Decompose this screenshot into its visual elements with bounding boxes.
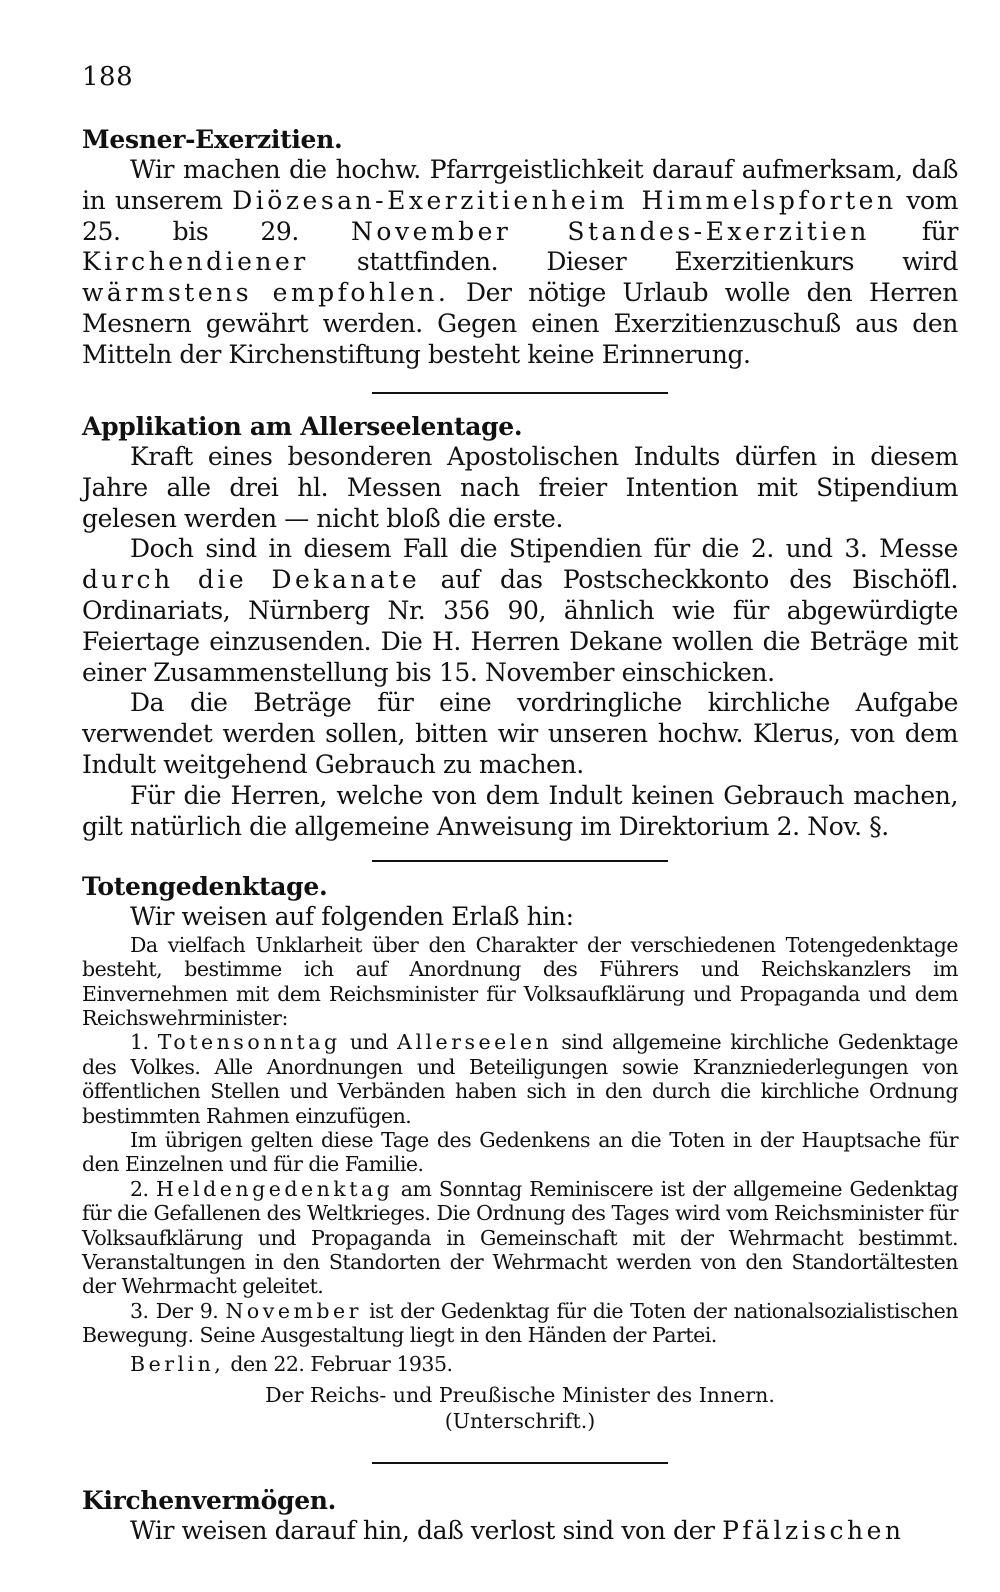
section-applikation (82, 412, 958, 842)
decree-paragraph (82, 1299, 958, 1348)
decree-date (82, 1352, 958, 1376)
decree-signature-note: (Unterschrift.) (444, 1409, 596, 1434)
section-divider (372, 392, 668, 394)
decree-paragraph (82, 1030, 958, 1128)
text-run: ist der Gedenktag für die Toten der nationalsozialistischen Bewegung. Seine Ausgestaltung liegt in den Händen der Partei. (82, 1298, 958, 1348)
spaced-text: November (225, 1298, 362, 1323)
spaced-text: Totensonntag (157, 1030, 341, 1055)
decree-paragraph: Da vielfach Unklarheit über den Charakter der verschiedenen Totengedenktage besteht, bestimme ich auf Anordnung des Führers und Reichskanzlers im Einvernehmen mit dem Reichsminister für Volksaufklärung und Propaganda und dem Reichswehrminister: (82, 932, 958, 1031)
spaced-text: Diözesan-Exerzitienheim Himmelspforten (232, 185, 897, 215)
text-run: Der nötige Urlaub wolle den Herren Mesnern gewährt werden. Gegen einen Exerzitienzuschuß aus den Mitteln der Kirchenstiftung besteht keine Erinnerung. (82, 278, 958, 369)
section-totengedenktage (82, 872, 958, 1434)
text-run: Wir weisen darauf hin, daß verlost sind von der (130, 1516, 723, 1545)
section-divider (372, 1462, 668, 1464)
text-run: vom 25. bis 29. (82, 185, 958, 246)
text-run: Wir machen die hochw. Pfarrgeistlichkeit darauf aufmerksam, daß in unserem (82, 155, 958, 215)
spaced-text: Kirchendiener (82, 247, 309, 277)
text-run: 1. (130, 1030, 158, 1055)
section-paragraph: Für die Herren, welche von dem Indult keinen Gebrauch machen, gilt natürlich die allgemeine Anweisung im Direktorium 2. Nov. §. (82, 780, 958, 841)
spaced-text: November Standes-Exerzitien (351, 216, 870, 246)
section-heading: Totengedenktage. (82, 872, 328, 901)
section-paragraph (82, 534, 958, 688)
section-heading: Mesner-Exerzitien. (82, 125, 343, 154)
text-run: für (869, 216, 958, 246)
text-run: sind allgemeine kirchliche Gedenktage des Volkes. Alle Anordnungen und Beteiligungen sowie Kranzniederlegungen von öffentlichen Stellen und Verbänden haben sich in den durch die kirchliche Ordnung bestimmten Rahmen einzufügen. (82, 1030, 959, 1128)
section-divider (372, 860, 668, 862)
section-mesner-exerzitien (82, 125, 958, 371)
decree-paragraph: Im übrigen gelten diese Tage des Gedenkens an die Toten in der Hauptsache für den Einzelnen und für die Familie. (82, 1128, 958, 1177)
text-run: auf das Postscheckkonto des Bischöfl. Ordinariats, Nürnberg Nr. 356 90, ähnlich wie für abgewürdigte Feiertage einzusenden. Die H. Herren Dekane wollen die Beträge mit einer Zusammenstellung bis 15. November einschicken. (82, 565, 958, 687)
spaced-text: Pfälzischen (722, 1516, 905, 1545)
page-number: 188 (82, 62, 134, 92)
spaced-text: durch die Dekanate (82, 565, 421, 595)
section-paragraph: Kraft eines besonderen Apostolischen Indults dürfen in diesem Jahre alle drei hl. Messen nach freier Intention mit Stipendium gelesen werden — nicht bloß die erste. (82, 442, 958, 533)
section-kirchenvermoegen (82, 1486, 958, 1547)
text-run: 3. Der 9. (130, 1298, 226, 1323)
text-run: stattfinden. Dieser Exerzitienkurs wird (308, 247, 958, 277)
section-intro: Wir weisen auf folgenden Erlaß hin: (130, 902, 574, 931)
spaced-text: Heldengedenktag (156, 1176, 394, 1201)
section-heading: Applikation am Allerseelentage. (82, 412, 523, 441)
text-run: Doch sind in diesem Fall die Stipendien für die 2. und 3. Messe (130, 534, 958, 564)
spaced-text: Berlin, (130, 1351, 225, 1376)
spaced-text: Allerseelen (397, 1030, 553, 1055)
section-paragraph (82, 155, 958, 371)
section-paragraph: Da die Beträge für eine vordringliche kirchliche Aufgabe verwendet werden sollen, bitten wir unseren hochw. Klerus, von dem Indult weitgehend Gebrauch zu machen. (82, 688, 958, 779)
spaced-text: wärmstens empfohlen. (82, 278, 450, 308)
section-heading: Kirchenvermögen. (82, 1486, 337, 1515)
decree-paragraph (82, 1177, 958, 1299)
decree-signature: Der Reichs- und Preußische Minister des Innern. (265, 1383, 775, 1408)
section-paragraph (82, 1516, 958, 1547)
text-run: den 22. Februar 1935. (224, 1351, 453, 1376)
text-run: 2. (130, 1176, 157, 1201)
text-run: am Sonntag Reminiscere ist der allgemeine Gedenktag für die Gefallenen des Weltkrieges. Die Ordnung des Tages wird vom Reichsminister für Volksaufklärung und Propaganda in Gemeinschaft mit der Wehrmacht bestimmt. Veranstaltungen in den Standorten der Wehrmacht werden von den Standortältesten der Wehrmacht geleitet. (82, 1176, 958, 1299)
text-run: und (340, 1030, 398, 1055)
